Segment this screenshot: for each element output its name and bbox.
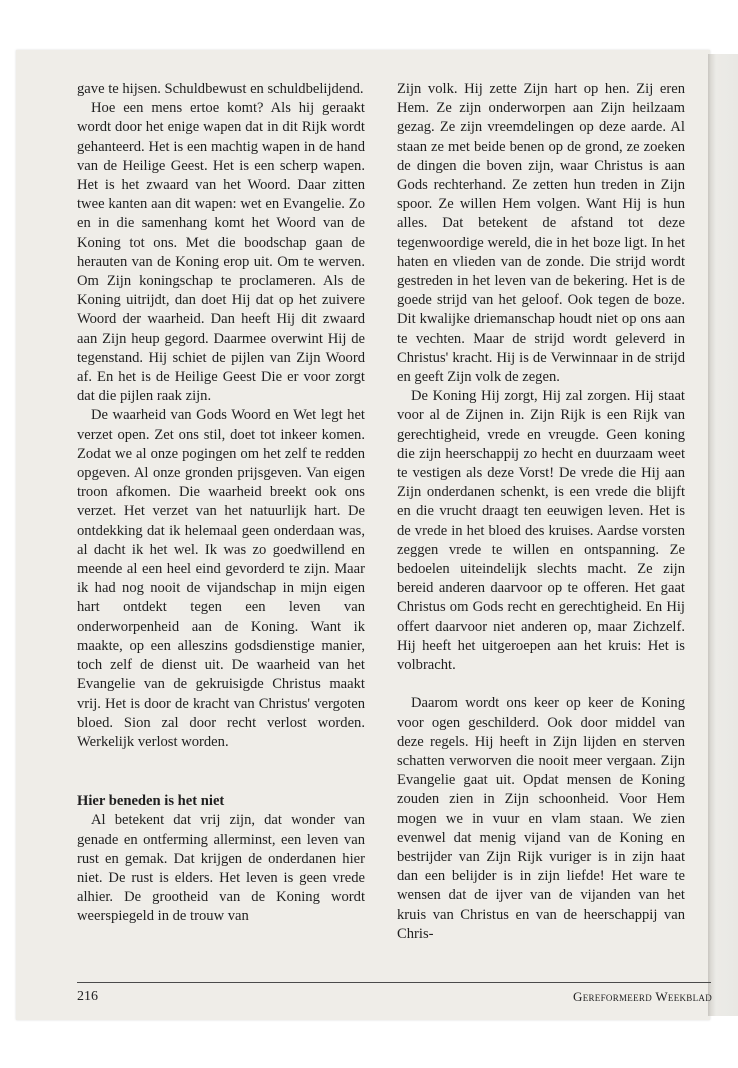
paragraph: gave te hijsen. Schuldbewust en schuldbelijdend. (77, 81, 364, 97)
paragraph: Al betekent dat vrij zijn, dat wonder van genade en ontferming allerminst, een leven van rust en gemak. Dat krijgen de onderdanen hier niet. De rust is elders. Het leven is geen vrede alhier. De grootheid van de Koning wordt weerspiegeld in de trouw van (77, 812, 365, 925)
section-heading: Hier beneden is het niet (77, 793, 225, 810)
paragraph: Daarom wordt ons keer op keer de Koning voor ogen geschilderd. Ook door middel van deze regels. Hij heeft in Zijn lijden en sterven schatten verworven die nooit meer vergaan. Zijn Evangelie gaat uit. Opdat mensen de Koning zouden zien in Zijn schoonheid. Voor Hem mogen we in vuur en vlam staan. We zien evenwel dat menig vijand van de Koning en bestrijder van Zijn Rijk vuriger is in zijn haat dan een belijder is in zijn liefde! Het ware te wensen dat de ijver van de vijanden van het kruis van Christus en van de heerschappij van Chris- (397, 695, 685, 942)
paragraph: De waarheid van Gods Woord en Wet legt het verzet open. Zet ons stil, doet tot inkeer komen. Zodat we al onze pogingen om het zelf te redden opgeven. Al onze gronden prijsgeven. Van eigen troon afkomen. Die waarheid breekt ook ons verzet. Het verzet van het natuurlijk hart. De ontdekking dat ik helemaal geen onderdaan was, al dacht ik het wel. Ik was zo goedwillend en meende al een heel eind gevorderd te zijn. Maar ik had nog nooit de vijandschap in mijn eigen hart ontdekt tegen een leven van onderworpenheid aan de Koning. Want ik maakte, op een alleszins godsdienstige manier, toch zelf de dienst uit. De waarheid van het Evangelie van de gekruisigde Christus maakt vrij. Het is door de kracht van Christus' vergoten bloed. Sion zal door recht verlost worden. Werkelijk verlost worden. (77, 407, 365, 750)
page-number: 216 (77, 989, 98, 1004)
right-column (397, 80, 685, 944)
journal-name: Gereformeerd Weekblad (573, 989, 712, 1004)
footer-rule (77, 982, 711, 983)
paragraph: Zijn volk. Hij zette Zijn hart op hen. Zij eren Hem. Ze zijn onderworpen aan Zijn heilzaam gezag. Ze zijn vreemdelingen op deze aarde. Al staan ze met beide benen op de grond, ze zoeken de dingen die boven zijn, waar Christus is aan Gods rechterhand. Ze zetten hun treden in Zijn spoor. Ze willen Hem volgen. Want Hij is hun alles. Dat betekent de afstand tot deze tegenwoordige wereld, die in het boze ligt. In het haten en vlieden van de zonde. Die strijd wordt gestreden in het leven van de bekering. Het is de goede strijd van het geloof. Ook tegen de boze. Dit kwalijke driemanschap houdt niet op ons aan te vechten. Maar de strijd wordt geleverd in Christus' kracht. Hij is de Verwinnaar in de strijd en geeft Zijn volk de zegen. (397, 81, 685, 386)
left-column (77, 80, 365, 927)
paragraph: Hoe een mens ertoe komt? Als hij geraakt wordt door het enige wapen dat in dit Rijk wordt gehanteerd. Het is een machtig wapen in de hand van de Heilige Geest. Het is een scherp wapen. Het is het zwaard van het Woord. Daar zitten twee kanten aan dit wapen: wet en Evangelie. Zo en in die samenhang komt het Woord van de Koning tot ons. Met die boodschap gaan de herauten van de Koning erop uit. Om te werven. Om Zijn koningschap te proclameren. Als de Koning uitrijdt, dan doet Hij dat op het zuivere Woord der waarheid. Dan heeft Hij dit zwaard aan Zijn heup gegord. Daarmee overwint Hij de tegenstand. Hij schiet de pijlen van Zijn Woord af. En het is de Heilige Geest Die er voor zorgt dat die pijlen raak zijn. (77, 100, 365, 405)
next-page-edge (708, 54, 738, 1016)
paragraph: De Koning Hij zorgt, Hij zal zorgen. Hij staat voor al de Zijnen in. Zijn Rijk is een Rijk van gerechtigheid, vrede en vreugde. Geen koning die zijn heerschappij zo hecht en duurzaam weet te vestigen als deze Vorst! De vrede die Hij aan Zijn onderdanen schenkt, is een vrede die blijft en die vrucht draagt ten eeuwigen leven. Het is de vrede in het bloed des kruises. Aardse vorsten zeggen vrede te willen en ontspanning. Ze bedoelen uiteindelijk slechts macht. Ze zijn bereid anderen daarvoor op te offeren. Het gaat Christus om Gods recht en gerechtigheid. En Hij offert daarvoor niet anderen op, maar Zichzelf. Hij heeft het uitgeroepen aan het kruis: Het is volbracht. (397, 388, 685, 674)
